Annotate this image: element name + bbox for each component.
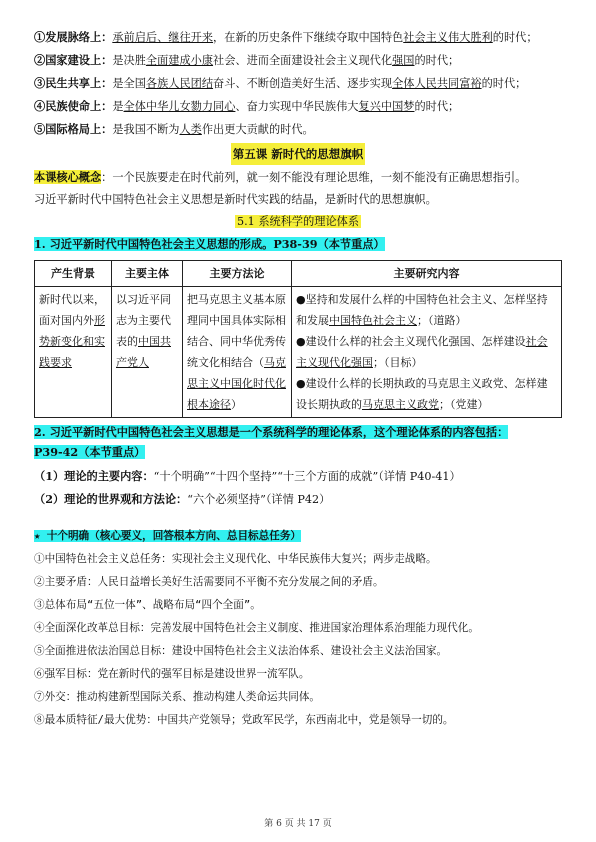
cell-research-content [292, 287, 562, 418]
list-item: ⑦外交：推动构建新型国际关系、推动构建人类命运共同体。 [34, 691, 321, 703]
list-item-text: 全面建成小康 [145, 54, 214, 67]
list-item: ④全面深化改革总目标：完善发展中国特色社会主义制度、推进国家治理体系治理能力现代化。 [34, 622, 479, 634]
item1-heading: 1. 习近平新时代中国特色社会主义思想的形成。P38-39（本节重点） [34, 237, 385, 251]
cell-subject [112, 287, 183, 418]
sub1-label: （1）理论的主要内容： [34, 469, 154, 483]
list-item [34, 26, 562, 49]
cell-text: 以习近平同志为主要代表的 [116, 293, 171, 348]
list-item: ①中国特色社会主义总任务：实现社会主义现代化、中华民族伟大复兴；两步走战略。 [34, 553, 437, 565]
item2-line1: 2. 习近平新时代中国特色社会主义思想是一个系统科学的理论体系，这个理论体系的内容包括： [34, 425, 509, 439]
list-item-text: 奋斗、不断创造美好生活、逐步实现 [213, 77, 393, 90]
table-header: 主要主体 [112, 261, 183, 287]
list-item: ②主要矛盾：人民日益增长美好生活需要同不平衡不充分发展之间的矛盾。 [34, 576, 384, 588]
cell-background [35, 287, 112, 418]
cell-text: 马克思主义中国化时代化根本途径 [187, 356, 286, 411]
core-concept [34, 166, 562, 211]
list-item-label: ③民生共享上： [34, 76, 113, 90]
cell-text: ●建设什么样的长期执政的马克思主义政党、怎样建设长期执政的 [296, 377, 548, 411]
item2-heading [34, 422, 562, 462]
item2-line2: P39-42（本节重点） [34, 445, 146, 459]
ten-items-list [34, 548, 562, 732]
list-item-text: 全体人民共同富裕 [392, 77, 482, 90]
era-features-list [34, 26, 562, 141]
list-item-text: 复兴中国梦 [358, 100, 415, 113]
list-item-text: ，在新的历史条件下继续夺取中国特色 [213, 31, 404, 44]
item1-row [34, 233, 562, 256]
list-item-label: ①发展脉络上： [34, 30, 113, 44]
lesson-title-row [34, 143, 562, 166]
list-item: ⑤全面推进依法治国总目标：建设中国特色社会主义法治体系、建设社会主义法治国家。 [34, 645, 448, 657]
cell-text: 形势新变化和实践要求 [39, 314, 105, 369]
cell-text: 社会主义现代化强国 [296, 335, 548, 369]
table-header: 产生背景 [35, 261, 112, 287]
formation-table [34, 260, 562, 418]
cell-text: ；（道路） [417, 314, 467, 327]
list-item [34, 95, 562, 118]
list-item-text: 是我国不断为 [112, 123, 180, 136]
list-item-text: 是 [112, 100, 124, 113]
page-content [34, 26, 562, 732]
list-item: ⑧最本质特征/最大优势：中国共产党领导；党政军民学，东西南北中，党是领导一切的。 [34, 714, 454, 726]
ten-header: ★ 十个明确（核心要义，回答根本方向、总目标总任务） [34, 530, 302, 542]
research-item [296, 331, 557, 373]
list-item-text: 社会主义伟大胜利 [403, 31, 493, 44]
list-item [34, 118, 562, 141]
list-item-text: 的时代； [481, 77, 527, 90]
cell-text: ；（目标） [373, 356, 423, 369]
list-item-text: 强国 [392, 54, 415, 67]
list-item-label: ⑤国际格局上： [34, 122, 113, 136]
table-header: 主要方法论 [183, 261, 292, 287]
table-row [35, 287, 562, 418]
ten-header-row [34, 525, 562, 548]
list-item-text: 承前启后、继往开来 [112, 31, 214, 44]
cell-text: 中国共产党人 [116, 335, 171, 369]
cell-text: ；（党建） [439, 398, 489, 411]
cell-text: 新时代以来，面对国内外 [39, 293, 105, 327]
cell-text: ●建设什么样的社会主义现代化强国、怎样建设 [296, 335, 526, 348]
section-heading-row [34, 211, 562, 233]
cell-text: ●坚持和发展什么样的中国特色社会主义、怎样坚持和发展 [296, 293, 548, 327]
core-concept-text1: ：一个民族要走在时代前列，就一刻不能没有理论思维，一刻不能没有正确思想指引。 [101, 171, 527, 184]
sub1-text: “十个明确”“十四个坚持”“十三个方面的成就”（详情 P40-41） [153, 470, 461, 483]
cell-text: 把马克思主义基本原理同中国具体实际相结合、同中华优秀传统文化相结合（ [187, 293, 286, 369]
core-concept-label: 本课核心概念 [34, 170, 102, 184]
cell-text: ） [231, 398, 242, 411]
list-item [34, 72, 562, 95]
sub2-text: “六个必须坚持”（详情 P42） [187, 493, 331, 506]
list-item-text: 是全国 [112, 77, 146, 90]
cell-text: 中国特色社会主义 [329, 314, 417, 327]
sub2-row [34, 488, 562, 511]
list-item-text: 社会、进而全面建设社会主义现代化 [213, 54, 393, 67]
sub2-label: （2）理论的世界观和方法论： [34, 492, 188, 506]
list-item-text: 的时代； [414, 54, 460, 67]
list-item-text: 是决胜 [112, 54, 146, 67]
list-item-text: 、奋力实现中华民族伟大 [235, 100, 359, 113]
list-item-label: ④民族使命上： [34, 99, 113, 113]
research-item [296, 289, 557, 331]
page-footer: 第 6 页 共 17 页 [264, 819, 332, 829]
core-concept-text2: 习近平新时代中国特色社会主义思想是新时代实践的结晶，是新时代的思想旗帜。 [34, 193, 437, 206]
list-item [34, 49, 562, 72]
list-item-text: 人类 [179, 123, 202, 136]
research-item [296, 373, 557, 415]
sub1-row [34, 465, 562, 488]
table-header-row [35, 261, 562, 287]
list-item-text: 的时代； [414, 100, 460, 113]
cell-methodology [183, 287, 292, 418]
list-item-text: 各族人民团结 [145, 77, 214, 90]
list-item-text: 的时代； [492, 31, 538, 44]
section-heading: 5.1 系统科学的理论体系 [236, 215, 360, 228]
list-item: ⑥强军目标：党在新时代的强军目标是建设世界一流军队。 [34, 668, 310, 680]
table-header: 主要研究内容 [292, 261, 562, 287]
list-item-label: ②国家建设上： [34, 53, 113, 67]
list-item: ③总体布局“五位一体”、战略布局“四个全面”。 [34, 599, 261, 611]
lesson-title: 第五课 新时代的思想旗帜 [231, 143, 366, 165]
list-item-text: 作出更大贡献的时代。 [201, 123, 314, 136]
list-item-text: 全体中华儿女勠力同心 [123, 100, 236, 113]
cell-text: 马克思主义政党 [362, 398, 439, 411]
